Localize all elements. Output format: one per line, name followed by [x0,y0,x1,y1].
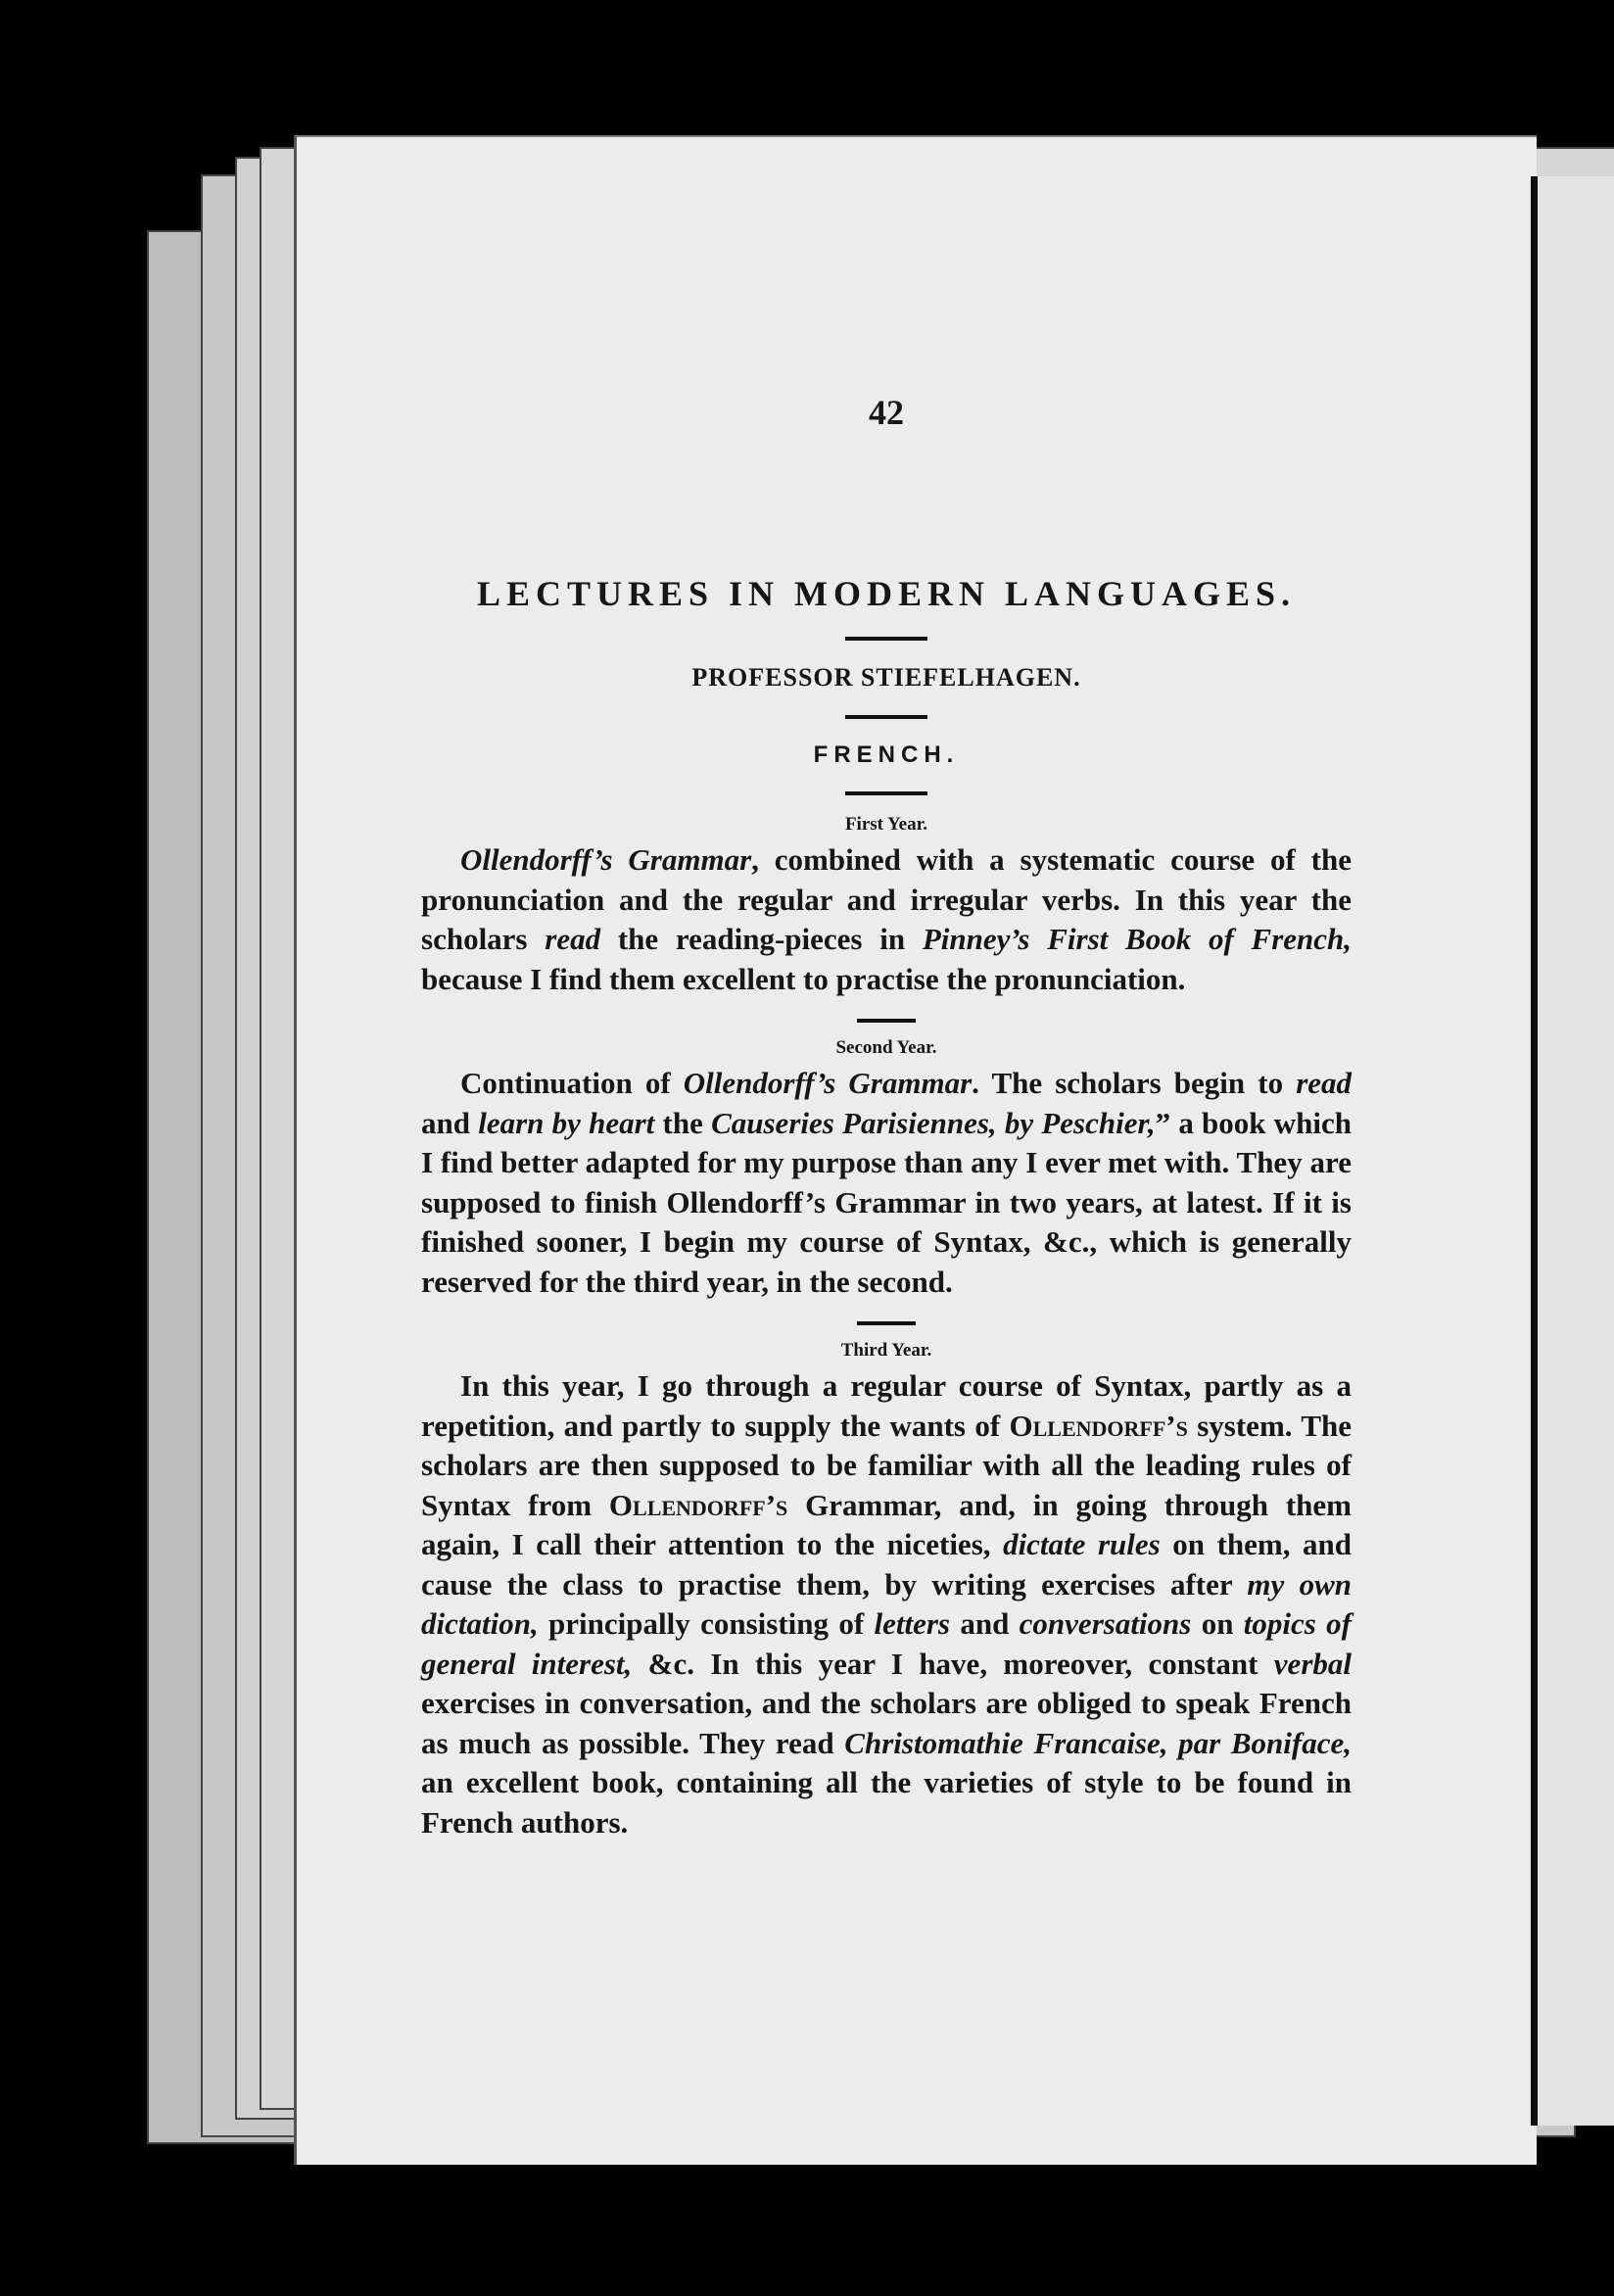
smallcaps-text: Ollendorff’s [1009,1408,1188,1443]
text-run: . The scholars begin to [972,1066,1297,1100]
text-run: an excellent book, containing all the varieties of style to be found in French authors. [421,1765,1352,1840]
page-content [421,392,1352,1842]
divider [845,791,927,795]
italic-text: Causeries Parisiennes, by Peschier, [711,1105,1156,1140]
text-run: In this year, I go through a regular course of Syntax, partly as a repetition, and partly to supply the wants of [421,1368,1352,1443]
text-run: and [421,1105,479,1140]
year-section-second [421,1036,1352,1302]
year-paragraph [421,1064,1352,1302]
year-paragraph [421,1366,1352,1842]
italic-text: topics of general interest, [421,1606,1352,1681]
italic-text: Christomathie Francaise, par Boniface, [844,1725,1352,1760]
divider [857,1019,916,1023]
italic-text: verbal [1273,1646,1352,1681]
text-run: Continuation of [460,1066,684,1100]
divider [845,715,927,719]
text-run: the [654,1105,712,1140]
divider [857,1321,916,1325]
page-title: LECTURES IN MODERN LANGUAGES. [476,574,1297,613]
text-run: system. The scholars are then supposed to be familiar with all the leading rules of Syntax from [421,1408,1352,1522]
text-run: ” a book which I find better adapted for my purpose than any I ever met with. They are supposed to finish Ollendorff’s Grammar in two years, at latest. If it is finished sooner, I begin my course of Syntax, &c., which is generally reserved for the third year, in the second. [421,1105,1353,1299]
year-section-first [421,813,1352,999]
italic-text: Pinney’s First Book of French, [922,922,1353,956]
text-run: because I find them excellent to practise the pronunciation. [421,961,1186,996]
italic-text: Ollendorff’s Grammar [683,1066,973,1100]
text-run: on them, and cause the class to practise them, by writing exercises after [421,1527,1352,1602]
year-heading: Second Year. [835,1037,937,1058]
italic-text: read [545,922,601,956]
year-sections [421,813,1352,1842]
professor-name: PROFESSOR STIEFELHAGEN. [691,663,1081,692]
text-run: and [950,1606,1020,1641]
italic-text: learn by heart [478,1105,655,1140]
subject-heading: FRENCH. [813,741,960,768]
text-run: , combined with a systematic course of the pronunciation and the regular and irregular verbs. In this year the scholars [421,842,1352,956]
year-heading: First Year. [844,814,928,835]
year-section-third [421,1339,1352,1842]
italic-text: letters [874,1606,950,1641]
binding-shadow [1531,176,1538,2126]
page-number: 42 [869,393,904,432]
facing-page-strip [1538,176,1614,2126]
year-heading: Third Year. [840,1340,932,1361]
text-run: exercises in conversation, and the scholars are obliged to speak French as much as possible. They read [421,1686,1352,1760]
text-run: the reading-pieces in [600,922,923,956]
text-run: Grammar, and, in going through them again, I call their attention to the niceties, [421,1487,1353,1561]
italic-text: my own dictation, [421,1566,1352,1641]
italic-text: read [1296,1066,1353,1100]
divider [845,637,927,641]
smallcaps-text: Ollendorff’s [608,1487,788,1522]
italic-text: Ollendorff’s Grammar [460,842,752,877]
italic-text: dictate rules [1003,1527,1161,1561]
text-run: &c. In this year I have, moreover, constant [632,1646,1274,1681]
year-paragraph [421,840,1352,999]
text-run: principally consisting of [538,1606,875,1641]
italic-text: conversations [1019,1606,1192,1641]
text-run: on [1191,1606,1244,1641]
